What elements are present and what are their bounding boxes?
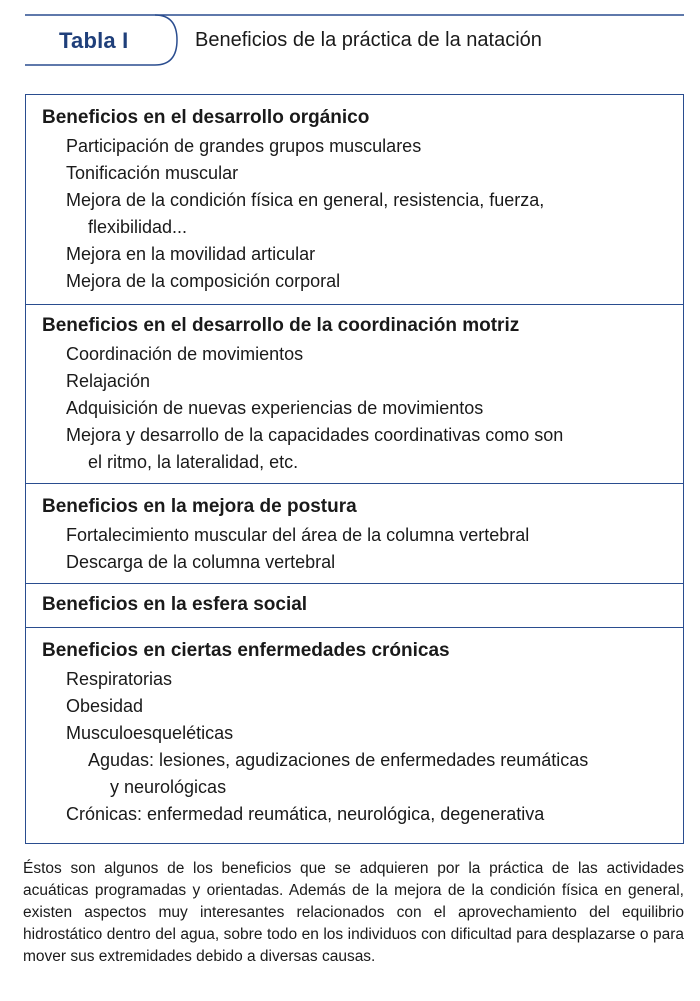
list-item: Respiratorias bbox=[66, 669, 173, 689]
list-item: Relajación bbox=[66, 371, 151, 391]
table-header bbox=[25, 14, 684, 66]
section-mejora-postura bbox=[26, 483, 683, 583]
section-esfera-social bbox=[26, 583, 683, 627]
list-item: Adquisición de nuevas experiencias de movimientos bbox=[66, 398, 484, 418]
list-item: Coordinación de movimientos bbox=[66, 344, 304, 364]
list-item: Descarga de la columna vertebral bbox=[66, 552, 336, 572]
list-item: Obesidad bbox=[66, 696, 144, 716]
table-title: Beneficios de la práctica de la natación bbox=[195, 29, 542, 51]
list-item: Mejora de la composición corporal bbox=[66, 271, 341, 291]
benefits-table bbox=[25, 94, 684, 844]
list-item: Mejora en la movilidad articular bbox=[66, 244, 316, 264]
list-subitem: Agudas: lesiones, agudizaciones de enfermedades reumáticas bbox=[88, 750, 589, 770]
list-item: Mejora de la condición física en general, resistencia, fuerza, bbox=[66, 190, 545, 210]
section-heading: Beneficios en ciertas enfermedades crónicas bbox=[42, 640, 450, 661]
section-coordinacion-motriz bbox=[26, 304, 683, 483]
list-item: Mejora y desarrollo de la capacidades coordinativas como son bbox=[66, 425, 564, 445]
list-item: Participación de grandes grupos musculares bbox=[66, 136, 422, 156]
section-heading: Beneficios en la esfera social bbox=[42, 594, 308, 615]
section-enfermedades-cronicas bbox=[26, 627, 683, 843]
section-heading: Beneficios en la mejora de postura bbox=[42, 496, 357, 517]
section-desarrollo-organico bbox=[26, 95, 683, 304]
list-item: Musculoesqueléticas bbox=[66, 723, 234, 743]
list-item: Crónicas: enfermedad reumática, neurológica, degenerativa bbox=[66, 804, 545, 824]
table-label: Tabla I bbox=[59, 28, 129, 53]
list-item: Tonificación muscular bbox=[66, 163, 239, 183]
section-heading: Beneficios en el desarrollo orgánico bbox=[42, 107, 370, 128]
list-subitem-continuation: y neurológicas bbox=[110, 777, 227, 797]
list-item: Fortalecimiento muscular del área de la columna vertebral bbox=[66, 525, 530, 545]
table-footnote: Éstos son algunos de los beneficios que se adquieren por la práctica de las actividades acuáticas programadas y orientadas. Además de la mejora de la condición física en general, existen aspectos muy interesantes relacionados con el aprovechamiento del equilibrio hidrostático dentro del agua, sobre todo en los individuos con dificultad para desplazarse o para mover sus extremidades debido a diversas causas. bbox=[23, 860, 684, 965]
section-heading: Beneficios en el desarrollo de la coordinación motriz bbox=[42, 315, 520, 336]
list-item-continuation: flexibilidad... bbox=[88, 217, 188, 237]
list-item-continuation: el ritmo, la lateralidad, etc. bbox=[88, 452, 299, 472]
